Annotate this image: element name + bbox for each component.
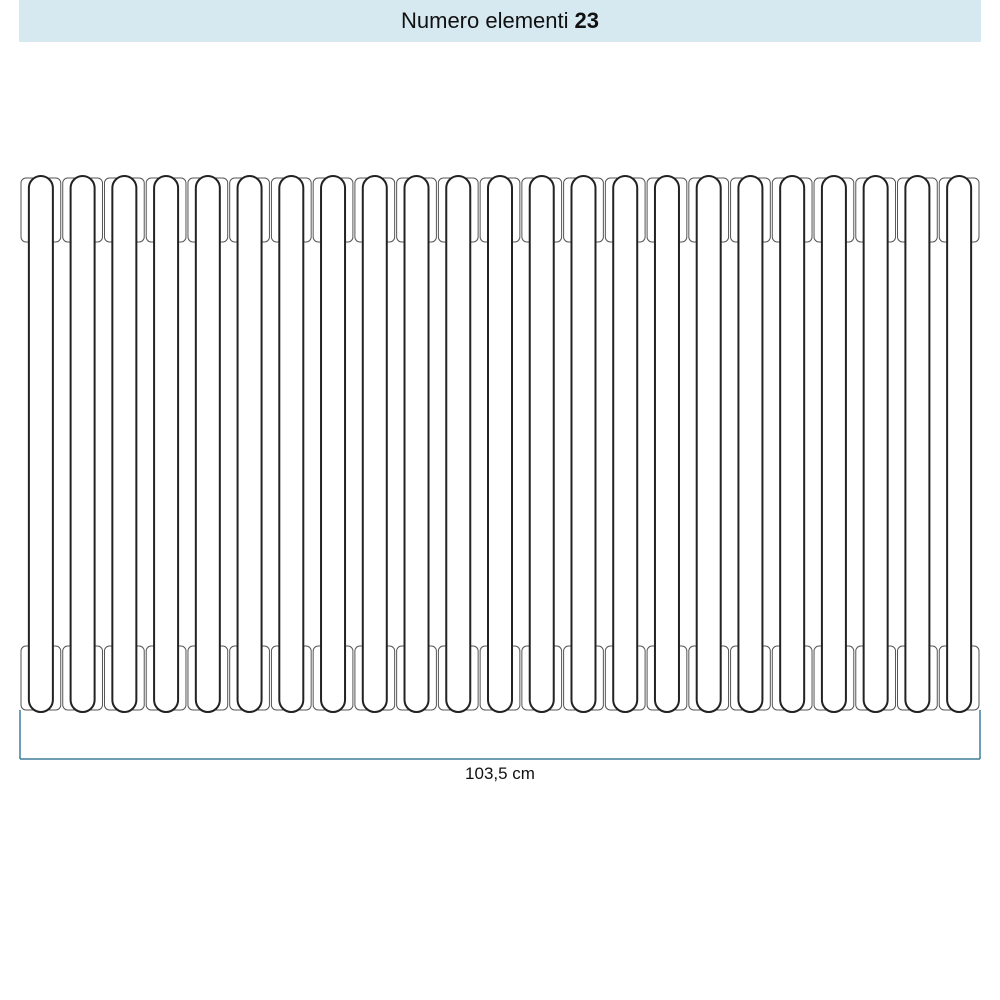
radiator-column: [279, 176, 303, 712]
radiator-column: [655, 176, 679, 712]
radiator-column: [363, 176, 387, 712]
radiator-column: [321, 176, 345, 712]
radiator-column: [822, 176, 846, 712]
radiator-column: [29, 176, 53, 712]
radiator-columns: [29, 176, 971, 712]
radiator-column: [446, 176, 470, 712]
radiator-column: [947, 176, 971, 712]
radiator-column: [697, 176, 721, 712]
radiator-column: [238, 176, 262, 712]
header-label: Numero elementi: [401, 8, 569, 33]
radiator-column: [905, 176, 929, 712]
radiator-column: [405, 176, 429, 712]
radiator-column: [571, 176, 595, 712]
radiator-column: [488, 176, 512, 712]
radiator-column: [71, 176, 95, 712]
radiator-column: [864, 176, 888, 712]
radiator-column: [530, 176, 554, 712]
radiator-column: [196, 176, 220, 712]
radiator-column: [154, 176, 178, 712]
element-count: 23: [574, 8, 599, 33]
width-dimension: [20, 710, 980, 759]
radiator-column: [738, 176, 762, 712]
radiator-column: [613, 176, 637, 712]
width-label: 103,5 cm: [465, 764, 535, 783]
radiator-column: [780, 176, 804, 712]
radiator-column: [112, 176, 136, 712]
